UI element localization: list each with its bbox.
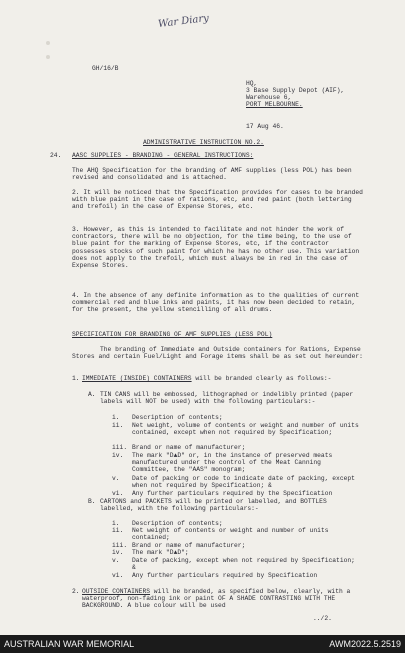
item-2-body: will be branded, as specified below, clearly, with a waterproof, non-fading ink or paint OF A SHADE CONTRASTING WITH THE BACKGROUND. A blue colour will be used <box>82 588 351 610</box>
archive-footer <box>0 635 405 653</box>
sub-b-item-number: iii. <box>112 542 128 549</box>
sub-a-item-number: iv. <box>112 452 124 459</box>
section-title: AASC SUPPLIES - BRANDING - GENERAL INSTRUCTIONS: <box>72 152 254 159</box>
sub-b-item: Any further particulars required by Specification <box>132 572 318 579</box>
sub-a-item: Brand or name of manufacturer; <box>132 444 246 451</box>
sub-a-item-number: iii. <box>112 444 128 451</box>
item-2-text <box>82 588 366 610</box>
sub-b-text: CARTONS and PACKETS will be printed or labelled, and BOTTLES labelled, with the following particulars:- <box>100 498 327 513</box>
address-line: 3 Base Supply Depot (AIF), <box>246 87 345 94</box>
sub-b-item: The mark "D▲D"; <box>132 549 189 556</box>
sub-a-item-number: ii. <box>112 422 124 429</box>
sub-a-text: TIN CANS will be embossed, lithographed or indelibly printed (paper labels will NOT be used) with the following particulars:- <box>100 391 354 406</box>
address-line: HQ, <box>246 80 258 87</box>
sub-a-item: Date of packing or code to indicate date of packing, except when not required by Specification; & <box>132 475 355 490</box>
item-1-number: 1. <box>72 375 80 382</box>
sub-a-label: A. <box>88 391 96 398</box>
item-1-heading: IMMEDIATE (INSIDE) CONTAINERS <box>82 375 192 382</box>
continued-marker: ../2. <box>313 615 332 622</box>
sub-b-item: Brand or name of manufacturer; <box>132 542 246 549</box>
reference-number: GH/16/B <box>92 65 119 72</box>
sub-b-item: Net weight of contents or weight and number of units contained; <box>132 527 329 542</box>
sub-b-label: B. <box>88 498 96 505</box>
sub-a-item-number: v. <box>112 475 120 482</box>
paragraph-3: 3. However, as this is intended to facilitate and not hinder the work of contractors, there will be no objection, for the time being, to the use of blue paint for the marking of Expense Stores, etc, if the contractor possesses stocks of such paint for which he has no other use. This variation does not apply to the trefoil, which must always be in red in the case of Expense Stores. <box>72 226 360 270</box>
section-number: 24. <box>50 152 62 159</box>
sub-b-item-number: v. <box>112 557 120 564</box>
paragraph-5: The branding of Immediate and Outside containers for Rations, Expense Stores and certain Fuel/Light and Forage items shall be as set out hereunder: <box>72 346 363 361</box>
sub-a-item-number: i. <box>112 414 120 421</box>
sub-a-item: Net weight, volume of contents or weight and number of units contained, except when not required by Specification; <box>132 422 359 437</box>
punch-hole <box>46 55 50 59</box>
address-line: PORT MELBOURNE. <box>246 101 303 108</box>
item-2-heading: OUTSIDE CONTAINERS <box>82 588 151 595</box>
sub-b-item-number: ii. <box>112 527 124 534</box>
sub-a-item-number: vi. <box>112 490 124 497</box>
paragraph-1: The AHQ Specification for the branding of AMF supplies (less POL) has been revised and consolidated and is attached. <box>72 167 352 182</box>
document-title: ADMINISTRATIVE INSTRUCTION NO.2. <box>143 139 264 146</box>
footer-institution: AUSTRALIAN WAR MEMORIAL <box>4 639 135 649</box>
specification-title: SPECIFICATION FOR BRANDING OF AMF SUPPLIES (LESS POL) <box>72 331 273 338</box>
sub-a-item: The mark "D▲D" or, in the instance of preserved meats manufactured under the control of the Meat Canning Committee, the "AAS" monogram; <box>132 452 333 474</box>
item-2-number: 2. <box>72 588 80 595</box>
sub-b-item: Description of contents; <box>132 520 223 527</box>
address-line: Warehouse 6, <box>246 94 292 101</box>
sub-b-item-number: i. <box>112 520 120 527</box>
footer-accession-number: AWM2022.5.2519 <box>329 639 401 649</box>
paragraph-2: 2. It will be noticed that the Specification provides for cases to be branded with blue paint in the case of rations, etc, and red paint (both lettering and trefoil) in the case of Expense Stores, etc. <box>72 189 363 211</box>
paragraph-4: 4. In the absence of any definite information as to the qualities of current commercial red and blue inks and paints, it has now been decided to retain, for the present, the yellow stencilling of all drums. <box>72 292 360 314</box>
sub-a-item: Description of contents; <box>132 414 223 421</box>
document-date: 17 Aug 46. <box>246 123 284 130</box>
sub-b-item-number: vi. <box>112 572 124 579</box>
sub-a-item: Any further particulars required by the Specification <box>132 490 333 497</box>
item-1-tail: will be branded clearly as follows:- <box>191 375 332 382</box>
punch-hole <box>46 41 50 45</box>
item-1-text <box>82 375 364 382</box>
sub-b-item-number: iv. <box>112 549 124 556</box>
sub-b-item: Date of packing, except when not required by Specification; & <box>132 557 355 572</box>
handwritten-note: War Diary <box>157 12 210 31</box>
